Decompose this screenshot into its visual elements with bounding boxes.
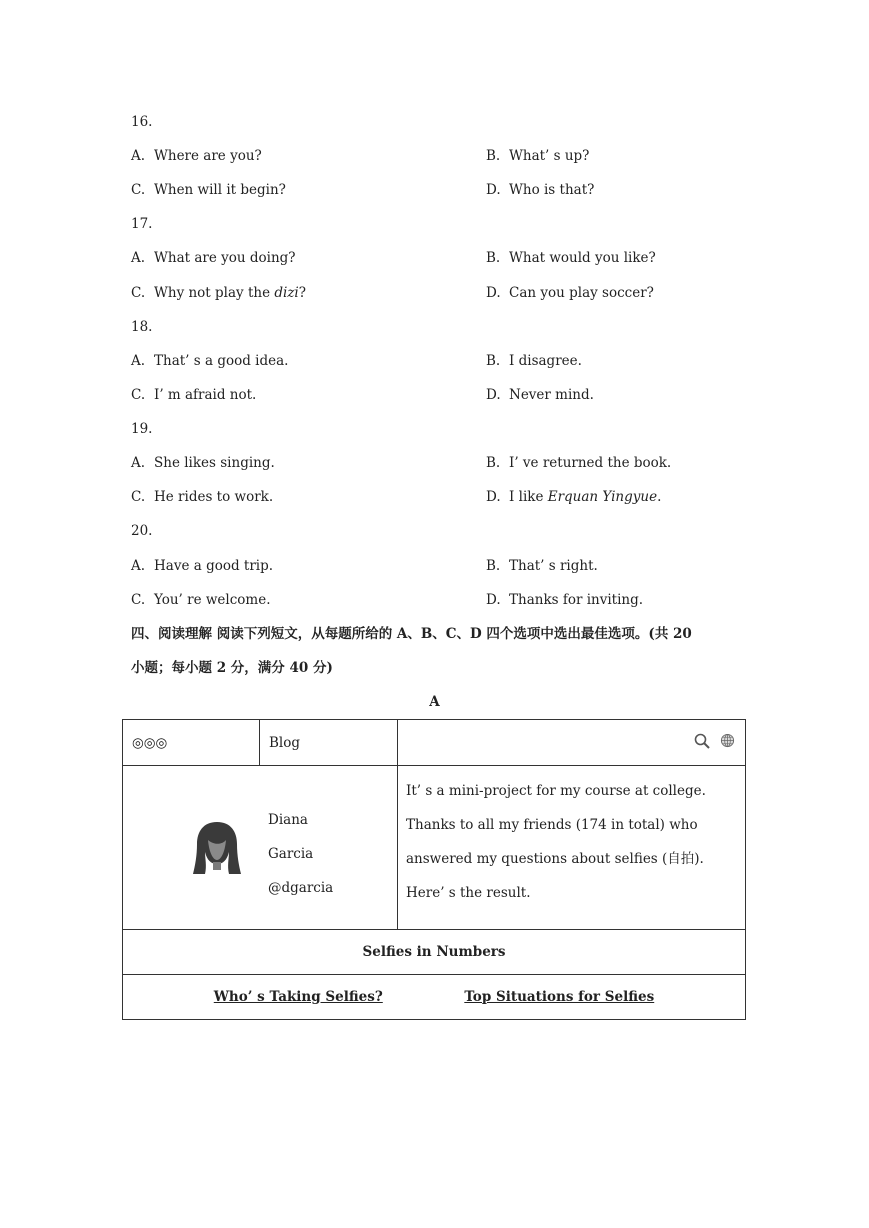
option-d: D. Who is that? [486, 182, 595, 198]
section-heading: 四、阅读理解 阅读下列短文，从每题所给的 A、B、C、D 四个选项中选出最佳选项。(共 20 [131, 626, 692, 642]
profile-names [268, 803, 333, 905]
option-d: D. Can you play soccer? [486, 285, 654, 301]
search-icon[interactable] [694, 733, 710, 753]
blog-title: Blog [260, 720, 398, 766]
profile-handle[interactable]: @dgarcia [268, 880, 334, 896]
link-top-situations[interactable]: Top Situations for Selfies [464, 989, 655, 1005]
post-line: Thanks to all my friends (174 in total) who [406, 817, 698, 833]
question-number: 20. [131, 523, 153, 539]
post-text [398, 766, 746, 930]
option-c: C. You’ re welcome. [131, 592, 271, 608]
option-d: D. I like Erquan Yingyue. [486, 489, 662, 505]
option-a: A. What are you doing? [131, 250, 296, 266]
option-b: B. What’ s up? [486, 148, 590, 164]
option-a: A. Where are you? [131, 148, 262, 164]
option-b: B. I disagree. [486, 353, 582, 369]
section-heading-continued: 小题；每小题 2 分，满分 40 分) [131, 660, 333, 676]
profile-first-name: Diana [268, 812, 308, 828]
link-who-taking-selfies[interactable]: Who’ s Taking Selfies? [213, 989, 383, 1005]
option-b: B. What would you like? [486, 250, 656, 266]
option-c: C. Why not play the dizi? [131, 285, 306, 301]
post-line: Here’ s the result. [406, 885, 531, 901]
globe-icon[interactable] [720, 733, 735, 752]
avatar [191, 818, 243, 882]
blog-table [122, 719, 746, 1020]
profile-last-name: Garcia [268, 846, 314, 862]
profile-cell [123, 766, 398, 930]
passage-label: A [429, 694, 440, 710]
question-number: 16. [131, 114, 153, 130]
option-b: B. That’ s right. [486, 558, 598, 574]
toolbar [398, 720, 746, 766]
option-a: A. She likes singing. [131, 455, 275, 471]
post-line: answered my questions about selfies (自拍). [406, 851, 704, 867]
option-c: C. He rides to work. [131, 489, 274, 505]
option-b: B. I’ ve returned the book. [486, 455, 672, 471]
question-number: 19. [131, 421, 153, 437]
question-number: 18. [131, 319, 153, 335]
post-line: It’ s a mini-project for my course at college. [406, 783, 706, 799]
option-c: C. I’ m afraid not. [131, 387, 257, 403]
question-number: 17. [131, 216, 153, 232]
window-controls: ◎◎◎ [123, 720, 260, 766]
option-c: C. When will it begin? [131, 182, 286, 198]
option-d: D. Never mind. [486, 387, 594, 403]
option-d: D. Thanks for inviting. [486, 592, 644, 608]
section-title: Selfies in Numbers [123, 930, 746, 975]
links-row [123, 975, 746, 1020]
option-a: A. That’ s a good idea. [131, 353, 289, 369]
option-a: A. Have a good trip. [131, 558, 274, 574]
